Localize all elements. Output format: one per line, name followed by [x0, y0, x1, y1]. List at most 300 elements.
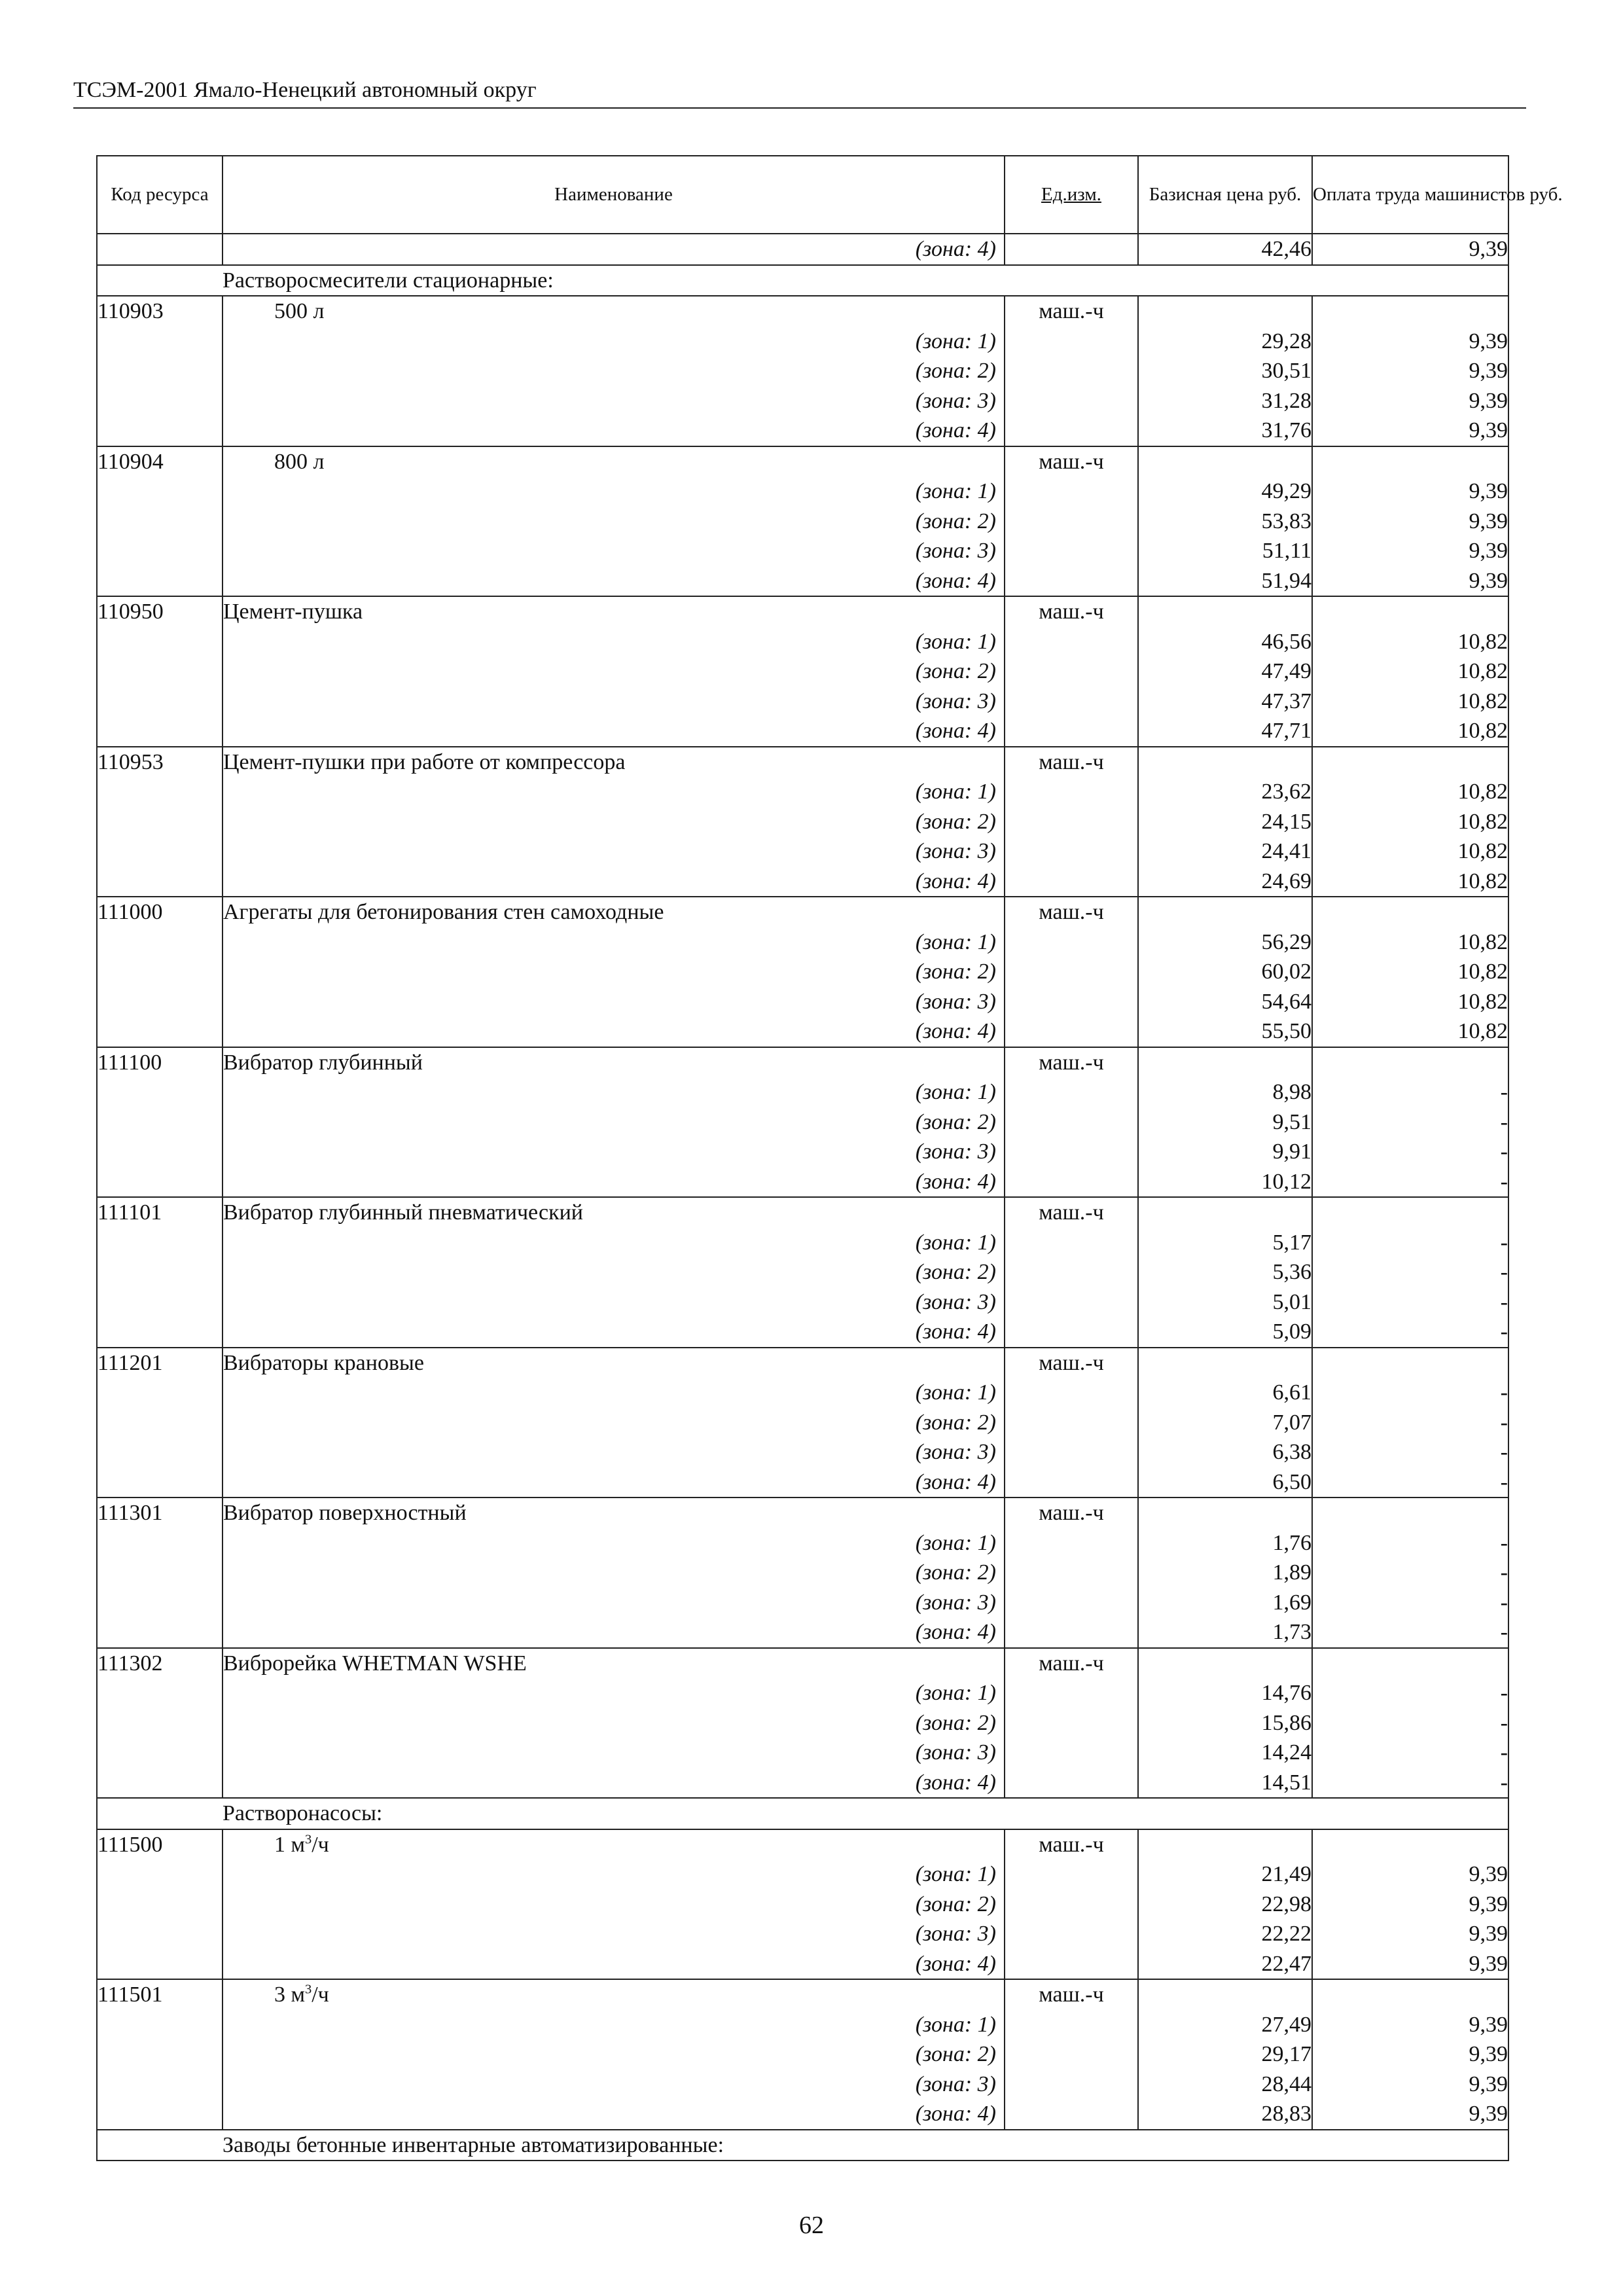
- cell-pay: 9,39: [1312, 234, 1508, 265]
- zone-row: [97, 1016, 1508, 1047]
- resource-name-cell: [223, 1047, 1005, 1078]
- zone-pay: 9,39: [1312, 327, 1508, 357]
- resource-name: 3 м: [274, 1982, 306, 2007]
- resource-name-cell: [223, 446, 1005, 477]
- zone-pay: 10,82: [1312, 807, 1508, 837]
- cell-code: [97, 386, 223, 416]
- zone-label: (зона: 1): [223, 1228, 1005, 1258]
- cell-unit: [1005, 1257, 1138, 1287]
- zone-label: (зона: 2): [223, 1890, 1005, 1920]
- cell-pay: [1312, 1648, 1508, 1679]
- resource-code: 111501: [97, 1979, 223, 2010]
- cell-code: [97, 1378, 223, 1408]
- resource-name-cell: [223, 1348, 1005, 1378]
- zone-pay: -: [1312, 1467, 1508, 1498]
- zone-pay: 10,82: [1312, 957, 1508, 987]
- cell-unit: [1005, 356, 1138, 386]
- cell-code: [97, 1890, 223, 1920]
- zone-pay: -: [1312, 1768, 1508, 1799]
- zone-label: (зона: 1): [223, 1859, 1005, 1890]
- table-header-row: [97, 156, 1508, 234]
- cell-unit: [1005, 327, 1138, 357]
- zone-label: (зона: 1): [223, 476, 1005, 507]
- zone-price: 6,61: [1138, 1378, 1312, 1408]
- cell-pay: [1312, 1979, 1508, 2010]
- resource-unit: маш.-ч: [1005, 296, 1138, 327]
- zone-pay: -: [1312, 1437, 1508, 1467]
- zone-label: (зона: 4): [223, 1617, 1005, 1648]
- cell-unit: [1005, 1437, 1138, 1467]
- zone-row: [97, 1768, 1508, 1799]
- cell-code: [97, 566, 223, 597]
- resource-name: Вибратор глубинный пневматический: [223, 1200, 583, 1225]
- zone-pay: -: [1312, 1378, 1508, 1408]
- resource-name: Виброрейка WHETMAN WSHE: [223, 1651, 527, 1676]
- resource-unit: маш.-ч: [1005, 1197, 1138, 1228]
- zone-pay: -: [1312, 1257, 1508, 1287]
- cell-unit: [1005, 1617, 1138, 1648]
- zone-label: (зона: 3): [223, 1287, 1005, 1318]
- column-header-code: [97, 156, 223, 234]
- cell-unit: [1005, 1016, 1138, 1047]
- zone-label: (зона: 1): [223, 1528, 1005, 1558]
- zone-label: (зона: 2): [223, 356, 1005, 386]
- zone-row: [97, 2039, 1508, 2070]
- zone-pay: 9,39: [1312, 2099, 1508, 2130]
- zone-label: (зона: 3): [223, 1437, 1005, 1467]
- cell-pay: [1312, 1348, 1508, 1378]
- column-header-price-label: Базисная цена руб.: [1149, 184, 1302, 205]
- zone-price: 27,49: [1138, 2010, 1312, 2040]
- cell-unit: [1005, 1588, 1138, 1618]
- zone-pay: 10,82: [1312, 687, 1508, 717]
- resource-name: 500 л: [274, 299, 325, 323]
- cell-unit: [1005, 836, 1138, 867]
- zone-label: (зона: 2): [223, 656, 1005, 687]
- cell-price: [1138, 596, 1312, 627]
- resource-code: 111000: [97, 897, 223, 927]
- table-body: [97, 234, 1508, 2161]
- zone-label: (зона: 1): [223, 777, 1005, 807]
- zone-price: 24,41: [1138, 836, 1312, 867]
- zone-label: (зона: 3): [223, 1588, 1005, 1618]
- zone-price: 5,36: [1138, 1257, 1312, 1287]
- zone-label: (зона: 2): [223, 2039, 1005, 2070]
- zone-row: [97, 807, 1508, 837]
- zone-row: [97, 867, 1508, 897]
- cell-unit: [1005, 987, 1138, 1017]
- resource-code: 111100: [97, 1047, 223, 1078]
- resource-row: [97, 296, 1508, 327]
- section-title: Заводы бетонные инвентарные автоматизированные:: [223, 2130, 1005, 2161]
- zone-row: [97, 1467, 1508, 1498]
- zone-pay: -: [1312, 1107, 1508, 1138]
- zone-row: [97, 476, 1508, 507]
- cell-unit: [1005, 1077, 1138, 1107]
- zone-price: 22,47: [1138, 1949, 1312, 1980]
- resource-unit: маш.-ч: [1005, 1829, 1138, 1860]
- cell-unit: [1005, 507, 1138, 537]
- cell-code: [97, 957, 223, 987]
- resource-row: [97, 747, 1508, 778]
- zone-pay: 9,39: [1312, 2070, 1508, 2100]
- zone-label: (зона: 4): [223, 416, 1005, 446]
- cell-pay: [1312, 265, 1508, 296]
- resource-name: 800 л: [274, 449, 325, 474]
- cell-unit: [1005, 2039, 1138, 2070]
- document-header: [73, 73, 1526, 109]
- zone-price: 6,50: [1138, 1467, 1312, 1498]
- zone-row: [97, 1257, 1508, 1287]
- zone-label: (зона: 3): [223, 987, 1005, 1017]
- zone-label: (зона: 2): [223, 507, 1005, 537]
- cell-code: [97, 536, 223, 566]
- resource-row: [97, 1047, 1508, 1078]
- zone-row: [97, 1919, 1508, 1949]
- cell-unit: [1005, 1738, 1138, 1768]
- resource-name-cell: [223, 1648, 1005, 1679]
- zone-label: (зона: 1): [223, 327, 1005, 357]
- zone-row: [97, 1738, 1508, 1768]
- zone-row: [97, 1859, 1508, 1890]
- column-header-pay-label: Оплата труда машинистов руб.: [1313, 184, 1563, 205]
- resource-unit: маш.-ч: [1005, 446, 1138, 477]
- resource-name: 1 м: [274, 1832, 306, 1857]
- cell-code: [97, 2010, 223, 2040]
- cell-unit: [1005, 1528, 1138, 1558]
- zone-row: [97, 2010, 1508, 2040]
- cell-code: [97, 416, 223, 446]
- zone-row: [97, 627, 1508, 657]
- zone-price: 9,51: [1138, 1107, 1312, 1138]
- zone-pay: 9,39: [1312, 356, 1508, 386]
- cell-pay: [1312, 1498, 1508, 1528]
- resource-name-cell: [223, 1197, 1005, 1228]
- continuation-row: [97, 234, 1508, 265]
- zone-row: [97, 1708, 1508, 1738]
- zone-pay: 10,82: [1312, 867, 1508, 897]
- zone-pay: -: [1312, 1738, 1508, 1768]
- cell-unit: [1005, 566, 1138, 597]
- zone-label: (зона: 1): [223, 2010, 1005, 2040]
- zone-pay: 10,82: [1312, 836, 1508, 867]
- cell-code: [97, 1228, 223, 1258]
- zone-price: 47,71: [1138, 716, 1312, 747]
- page-number: 62: [799, 2212, 824, 2239]
- resource-name: Цемент-пушка: [223, 600, 363, 624]
- zone-pay: 9,39: [1312, 416, 1508, 446]
- cell-price: [1138, 1648, 1312, 1679]
- cell-code: [97, 656, 223, 687]
- cell-unit: [1005, 1137, 1138, 1167]
- zone-price: 28,83: [1138, 2099, 1312, 2130]
- zone-pay: 9,39: [1312, 386, 1508, 416]
- zone-label: (зона: 4): [223, 716, 1005, 747]
- resource-code: 110953: [97, 747, 223, 778]
- zone-pay: 10,82: [1312, 987, 1508, 1017]
- cell-unit: [1005, 1167, 1138, 1198]
- zone-label: (зона: 3): [223, 2070, 1005, 2100]
- cell-code: [97, 1558, 223, 1588]
- zone-price: 14,51: [1138, 1768, 1312, 1799]
- zone-label: (зона: 4): [223, 1949, 1005, 1980]
- zone-row: [97, 386, 1508, 416]
- resource-name: Вибратор поверхностный: [223, 1501, 467, 1525]
- cell-code: [97, 1167, 223, 1198]
- cell-unit: [1005, 1798, 1138, 1829]
- zone-price: 24,15: [1138, 807, 1312, 837]
- cell-code: [97, 1437, 223, 1467]
- cell-price: [1138, 1047, 1312, 1078]
- zone-row: [97, 507, 1508, 537]
- resource-name-cell: [223, 897, 1005, 927]
- zone-price: 29,17: [1138, 2039, 1312, 2070]
- cell-code: [97, 987, 223, 1017]
- zone-label: (зона: 1): [223, 627, 1005, 657]
- zone-price: 5,17: [1138, 1228, 1312, 1258]
- zone-row: [97, 1617, 1508, 1648]
- resource-unit: маш.-ч: [1005, 1047, 1138, 1078]
- cell-code: [97, 234, 223, 265]
- zone-label: (зона: 1): [223, 1378, 1005, 1408]
- zone-pay: 9,39: [1312, 2039, 1508, 2070]
- zone-pay: 10,82: [1312, 716, 1508, 747]
- cell-code: [97, 2039, 223, 2070]
- zone-label: (зона: 3): [223, 1738, 1005, 1768]
- zone-pay: 9,39: [1312, 536, 1508, 566]
- cell-code: [97, 327, 223, 357]
- cell-code: [97, 1107, 223, 1138]
- cell-code: [97, 1859, 223, 1890]
- cell-unit: [1005, 1287, 1138, 1318]
- cell-unit: [1005, 716, 1138, 747]
- zone-pay: 9,39: [1312, 1919, 1508, 1949]
- resource-name: Вибраторы крановые: [223, 1350, 424, 1375]
- cell-unit: [1005, 1467, 1138, 1498]
- resource-name-superscript: 3: [305, 1982, 312, 1997]
- zone-pay: -: [1312, 1408, 1508, 1438]
- document-title: ТСЭМ-2001 Ямало-Ненецкий автономный округ: [73, 78, 537, 102]
- cell-price: 42,46: [1138, 234, 1312, 265]
- resource-unit: маш.-ч: [1005, 747, 1138, 778]
- resource-row: [97, 1829, 1508, 1860]
- resource-name: Вибратор глубинный: [223, 1050, 423, 1075]
- column-header-price: [1138, 156, 1312, 234]
- cell-unit: [1005, 777, 1138, 807]
- zone-pay: -: [1312, 1137, 1508, 1167]
- zone-price: 10,12: [1138, 1167, 1312, 1198]
- cell-code: [97, 716, 223, 747]
- cell-code: [97, 1768, 223, 1799]
- cell-unit: [1005, 1107, 1138, 1138]
- cell-unit: [1005, 2099, 1138, 2130]
- zone-row: [97, 2070, 1508, 2100]
- cell-pay: [1312, 897, 1508, 927]
- resource-row: [97, 897, 1508, 927]
- column-header-name: [223, 156, 1005, 234]
- zone-label: (зона: 3): [223, 1137, 1005, 1167]
- cell-unit: [1005, 1408, 1138, 1438]
- zone-price: 21,49: [1138, 1859, 1312, 1890]
- cell-pay: [1312, 1798, 1508, 1829]
- resource-name-superscript: 3: [305, 1832, 312, 1847]
- zone-label: (зона: 2): [223, 1708, 1005, 1738]
- zone-pay: -: [1312, 1228, 1508, 1258]
- cell-unit: [1005, 957, 1138, 987]
- resource-name: Цемент-пушки при работе от компрессора: [223, 749, 626, 774]
- zone-row: [97, 2099, 1508, 2130]
- cell-unit: [1005, 1708, 1138, 1738]
- resource-price-table: [96, 155, 1563, 2161]
- cell-code: [97, 1678, 223, 1708]
- cell-unit: [1005, 265, 1138, 296]
- zone-pay: 9,39: [1312, 507, 1508, 537]
- zone-pay: -: [1312, 1617, 1508, 1648]
- column-header-unit-label: Ед.изм.: [1041, 184, 1101, 205]
- cell-price: [1138, 265, 1312, 296]
- zone-pay: 9,39: [1312, 476, 1508, 507]
- cell-code: [97, 356, 223, 386]
- cell-unit: [1005, 807, 1138, 837]
- cell-zone: (зона: 4): [223, 234, 1005, 265]
- cell-unit: [1005, 2010, 1138, 2040]
- cell-price: [1138, 1829, 1312, 1860]
- cell-price: [1138, 897, 1312, 927]
- cell-code: [97, 1528, 223, 1558]
- zone-label: (зона: 4): [223, 566, 1005, 597]
- resource-code: 111500: [97, 1829, 223, 1860]
- zone-label: (зона: 3): [223, 836, 1005, 867]
- cell-pay: [1312, 1047, 1508, 1078]
- zone-row: [97, 716, 1508, 747]
- zone-row: [97, 536, 1508, 566]
- resource-code: 110904: [97, 446, 223, 477]
- cell-pay: [1312, 747, 1508, 778]
- section-header-row: [97, 2130, 1508, 2161]
- cell-price: [1138, 1348, 1312, 1378]
- zone-label: (зона: 3): [223, 536, 1005, 566]
- cell-price: [1138, 296, 1312, 327]
- zone-pay: 9,39: [1312, 1859, 1508, 1890]
- cell-price: [1138, 1197, 1312, 1228]
- cell-code: [97, 1016, 223, 1047]
- cell-code: [97, 265, 223, 296]
- zone-pay: 9,39: [1312, 2010, 1508, 2040]
- zone-price: 1,89: [1138, 1558, 1312, 1588]
- zone-label: (зона: 4): [223, 1768, 1005, 1799]
- cell-unit: [1005, 1859, 1138, 1890]
- zone-pay: 10,82: [1312, 777, 1508, 807]
- cell-code: [97, 807, 223, 837]
- resource-row: [97, 596, 1508, 627]
- cell-code: [97, 1287, 223, 1318]
- section-title: Растворосмесители стационарные:: [223, 265, 1005, 296]
- cell-code: [97, 2130, 223, 2161]
- cell-pay: [1312, 1197, 1508, 1228]
- zone-label: (зона: 4): [223, 1016, 1005, 1047]
- zone-row: [97, 356, 1508, 386]
- zone-price: 53,83: [1138, 507, 1312, 537]
- column-header-unit: [1005, 156, 1138, 234]
- zone-pay: -: [1312, 1528, 1508, 1558]
- cell-unit: [1005, 2070, 1138, 2100]
- cell-unit: [1005, 234, 1138, 265]
- zone-price: 8,98: [1138, 1077, 1312, 1107]
- zone-price: 1,76: [1138, 1528, 1312, 1558]
- resource-name-cell: [223, 747, 1005, 778]
- zone-price: 31,76: [1138, 416, 1312, 446]
- section-header-row: [97, 265, 1508, 296]
- resource-code: 110903: [97, 296, 223, 327]
- zone-pay: -: [1312, 1678, 1508, 1708]
- cell-unit: [1005, 2130, 1138, 2161]
- resource-name-cell: [223, 1498, 1005, 1528]
- zone-price: 1,69: [1138, 1588, 1312, 1618]
- zone-row: [97, 1287, 1508, 1318]
- section-title: Растворонасосы:: [223, 1798, 1005, 1829]
- zone-pay: 10,82: [1312, 627, 1508, 657]
- resource-code: 111201: [97, 1348, 223, 1378]
- resource-code: 111101: [97, 1197, 223, 1228]
- zone-price: 31,28: [1138, 386, 1312, 416]
- zone-price: 47,49: [1138, 656, 1312, 687]
- cell-unit: [1005, 627, 1138, 657]
- zone-price: 46,56: [1138, 627, 1312, 657]
- zone-price: 22,22: [1138, 1919, 1312, 1949]
- zone-price: 6,38: [1138, 1437, 1312, 1467]
- zone-price: 30,51: [1138, 356, 1312, 386]
- cell-code: [97, 867, 223, 897]
- cell-code: [97, 1798, 223, 1829]
- resource-name: Агрегаты для бетонирования стен самоходные: [223, 900, 664, 924]
- cell-unit: [1005, 656, 1138, 687]
- cell-code: [97, 1317, 223, 1348]
- zone-label: (зона: 1): [223, 1678, 1005, 1708]
- cell-code: [97, 507, 223, 537]
- zone-pay: -: [1312, 1167, 1508, 1198]
- resource-row: [97, 1498, 1508, 1528]
- column-header-code-label: Код ресурса: [111, 184, 209, 205]
- zone-row: [97, 1528, 1508, 1558]
- column-header-name-label: Наименование: [554, 184, 673, 205]
- cell-code: [97, 1588, 223, 1618]
- resource-name-cell: [223, 596, 1005, 627]
- zone-price: 55,50: [1138, 1016, 1312, 1047]
- zone-price: 7,07: [1138, 1408, 1312, 1438]
- zone-row: [97, 416, 1508, 446]
- zone-pay: -: [1312, 1588, 1508, 1618]
- zone-row: [97, 987, 1508, 1017]
- zone-row: [97, 927, 1508, 958]
- cell-unit: [1005, 1558, 1138, 1588]
- cell-code: [97, 2070, 223, 2100]
- cell-code: [97, 476, 223, 507]
- resource-name-suffix: /ч: [312, 1832, 329, 1857]
- zone-label: (зона: 4): [223, 1467, 1005, 1498]
- cell-price: [1138, 446, 1312, 477]
- zone-row: [97, 1228, 1508, 1258]
- cell-unit: [1005, 1228, 1138, 1258]
- resource-row: [97, 446, 1508, 477]
- zone-pay: 9,39: [1312, 1949, 1508, 1980]
- cell-unit: [1005, 476, 1138, 507]
- cell-unit: [1005, 1378, 1138, 1408]
- zone-row: [97, 1077, 1508, 1107]
- zone-label: (зона: 4): [223, 2099, 1005, 2130]
- cell-code: [97, 836, 223, 867]
- cell-unit: [1005, 927, 1138, 958]
- resource-name-cell: [223, 1979, 1005, 2010]
